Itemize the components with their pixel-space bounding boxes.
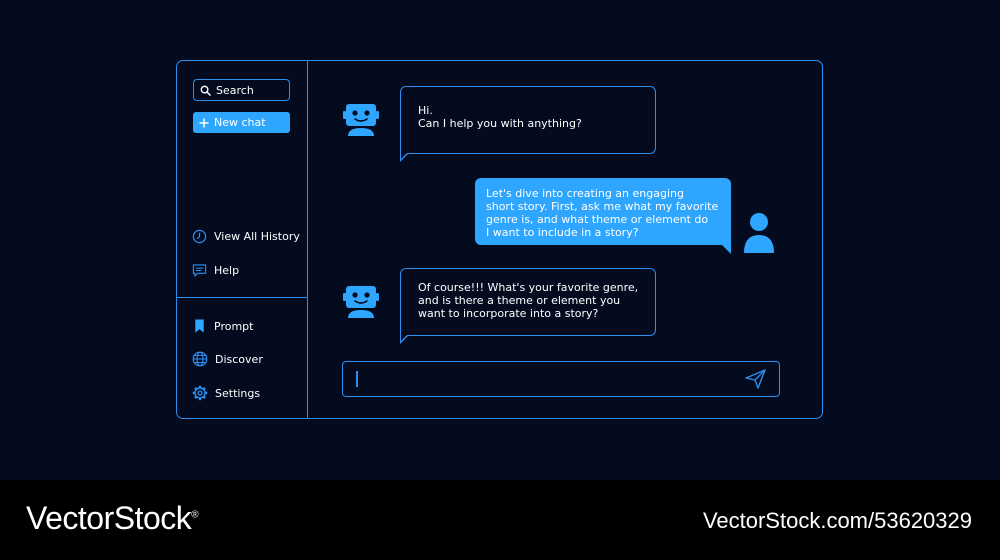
search-input[interactable] [193, 79, 290, 101]
sidebar-item-label: Prompt [214, 319, 254, 333]
message-line: and is there a theme or element you [418, 294, 621, 307]
sidebar-item-label: Settings [215, 386, 261, 400]
registered-mark: ® [191, 509, 199, 521]
bot-message-bubble [400, 268, 656, 336]
new-chat-button[interactable] [193, 112, 290, 133]
new-chat-label: New chat [214, 116, 266, 129]
sidebar-divider [177, 297, 307, 298]
gear-icon [192, 385, 208, 401]
plus-icon [199, 118, 209, 128]
user-message-bubble [475, 178, 731, 245]
history-icon [192, 229, 207, 244]
sidebar-item-help[interactable] [192, 263, 239, 278]
text-caret [356, 371, 358, 387]
message-line: Can I help you with anything? [418, 117, 582, 130]
message-input[interactable] [342, 361, 780, 397]
robot-avatar-icon [343, 284, 379, 318]
message-line: Hi. [418, 104, 433, 117]
chat-app-window [176, 60, 823, 419]
user-avatar-icon [742, 211, 776, 253]
sidebar-item-label: View All History [214, 230, 300, 243]
brand-url: VectorStock.com/53620329 [702, 508, 972, 533]
sidebar-item-settings[interactable] [192, 385, 260, 401]
brand-logo [26, 500, 198, 537]
search-label: Search [216, 83, 254, 97]
search-icon [200, 85, 211, 96]
send-icon[interactable] [745, 369, 767, 389]
chat-panel [308, 61, 822, 418]
message-line: I want to include in a story? [486, 226, 639, 239]
message-line: Of course!!! What's your favorite genre, [418, 281, 639, 294]
sidebar-item-prompt[interactable] [192, 318, 253, 334]
sidebar-item-label: Discover [215, 352, 263, 366]
message-line: Let's dive into creating an engaging [486, 187, 684, 200]
message-line: short story. First, ask me what my favorite [486, 200, 719, 213]
message-line: genre is, and what theme or element do [486, 213, 709, 226]
message-line: want to incorporate into a story? [418, 307, 599, 320]
chat-help-icon [192, 263, 207, 278]
brand-name: VectorStock [26, 500, 192, 536]
sidebar-item-discover[interactable] [192, 351, 263, 367]
sidebar-item-history[interactable] [192, 229, 300, 244]
watermark-footer [0, 480, 1000, 560]
robot-avatar-icon [343, 102, 379, 136]
bookmark-icon [192, 318, 207, 334]
globe-icon [192, 351, 208, 367]
sidebar-item-label: Help [214, 264, 240, 277]
bot-message-bubble [400, 86, 656, 154]
sidebar [177, 61, 308, 418]
